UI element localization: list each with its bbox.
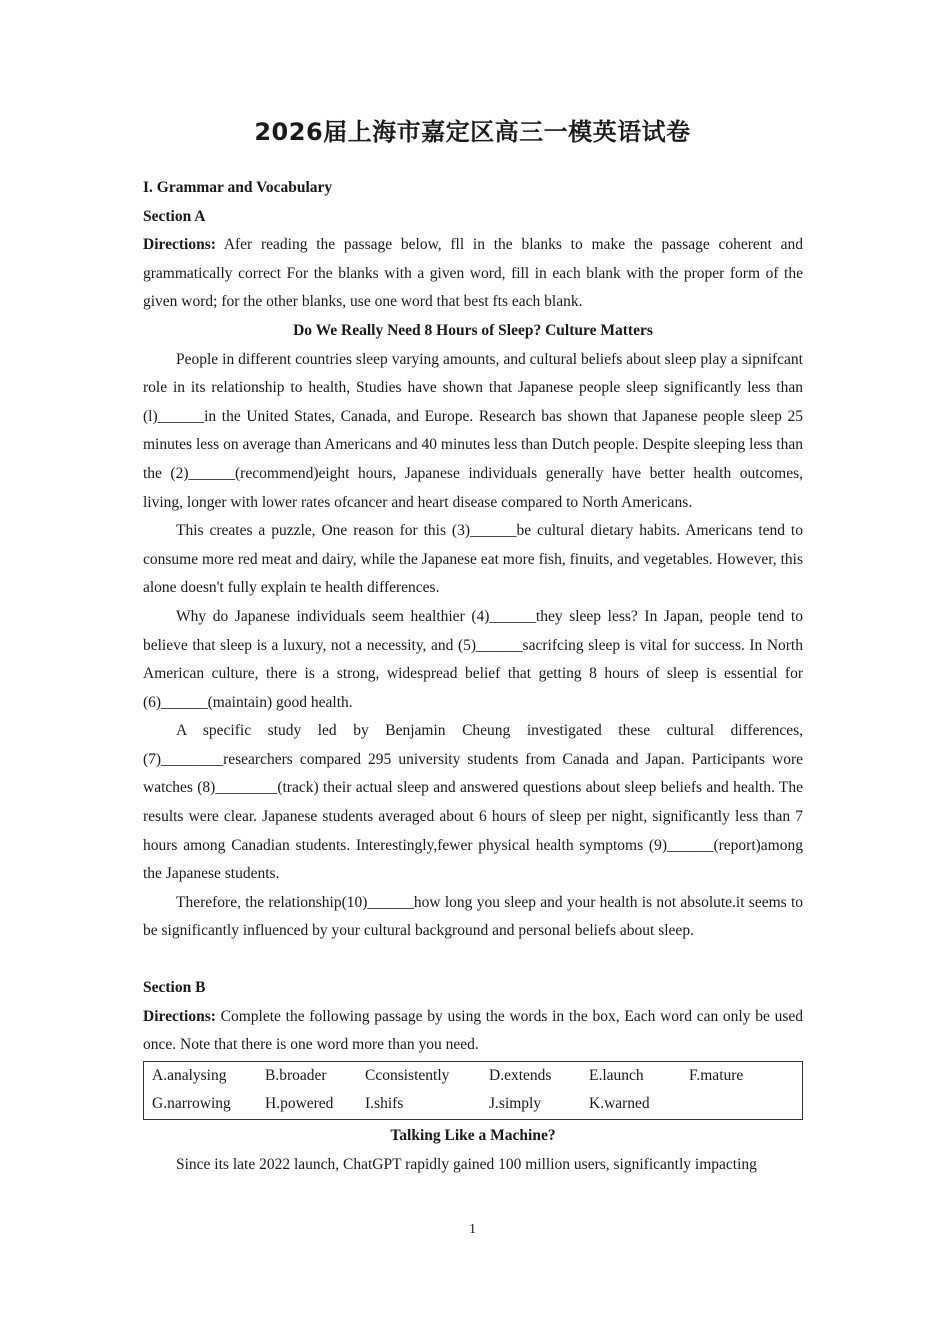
word-option: D.extends [489, 1066, 552, 1084]
word-option: A.analysing [152, 1066, 227, 1084]
word-option: B.broader [265, 1066, 327, 1084]
page-number: 1 [469, 1222, 476, 1237]
word-option: G.narrowing [152, 1095, 231, 1113]
section-b-heading: Section B [143, 979, 206, 997]
word-option: J.simply [489, 1095, 542, 1113]
section-spacer [143, 946, 803, 974]
word-box-row [144, 1061, 803, 1090]
word-option: E.launch [589, 1066, 644, 1084]
word-option: Cconsistently [365, 1066, 450, 1084]
directions-text: Complete the following passage by using the words in the box, Each word can only be used once. Note that there is one word more than you need. [143, 1007, 803, 1054]
passage-a-paragraph-2: This creates a puzzle, One reason for this (3)______be cultural dietary habits. Americans tend to consume more red meat and dairy, while the Japanese eat more fish, finuits, and vegetables. However, this alone doesn't fully explain te health differences. [143, 522, 803, 597]
passage-a-title: Do We Really Need 8 Hours of Sleep? Culture Matters [293, 321, 653, 339]
passage-a-paragraph-5: Therefore, the relationship(10)______how long you sleep and your health is not absolute.it seems to be significantly influenced by your cultural background and personal beliefs about sleep. [143, 893, 803, 940]
section-b-directions [143, 1003, 803, 1060]
directions-label: Directions: [143, 1007, 216, 1025]
word-option: H.powered [265, 1095, 334, 1113]
directions-label: Directions: [143, 236, 216, 254]
passage-b-first-line: Since its late 2022 launch, ChatGPT rapidly gained 100 million users, significantly impacting [176, 1155, 757, 1173]
word-box [143, 1061, 803, 1120]
word-option: I.shifs [365, 1095, 404, 1113]
passage-a-paragraph-4: A specific study led by Benjamin Cheung investigated these cultural differences, (7)________researchers compared 295 university students from Canada and Japan. Participants wore watches (8)________(track) their actual sleep and answered questions about sleep beliefs and health. The results were clear. Japanese students averaged about 6 hours of sleep per night, significantly less than 7 hours among Canadian students. Interestingly,fewer physical health symptoms (9)______(report)among the Japanese students. [143, 722, 803, 883]
passage-a-paragraph-3: Why do Japanese individuals seem healthier (4)______they sleep less? In Japan, people tend to believe that sleep is a luxury, not a necessity, and (5)______sacrifcing sleep is vital for success. In North American culture, there is a strong, widespread belief that getting 8 hours of sleep is essential for (6)______(maintain) good health. [143, 607, 803, 711]
exam-title: 2026届上海市嘉定区高三一模英语试卷 [254, 118, 691, 146]
word-option: K.warned [589, 1095, 650, 1113]
part-heading: I. Grammar and Vocabulary [143, 179, 333, 196]
section-a-directions [143, 231, 803, 317]
passage-b-title: Talking Like a Machine? [390, 1127, 556, 1144]
word-option [681, 1090, 803, 1119]
word-option: F.mature [689, 1066, 744, 1084]
passage-a-paragraph-1: People in different countries sleep varying amounts, and cultural beliefs about sleep play a sipnifcant role in its relationship to health, Studies have shown that Japanese people sleep significantly less than (l)______in the United States, Canada, and Europe. Research bas shown that Japanese people sleep 25 minutes less on average than Americans and 40 minutes less than Dutch people. Despite sleeping less than the (2)______(recommend)eight hours, Japanese individuals generally have better health outcomes, living, longer with lower rates ofcancer and heart disease compared to North Americans. [143, 350, 803, 511]
word-box-row [144, 1090, 803, 1119]
exam-content [143, 174, 803, 1179]
directions-text: Afer reading the passage below, fll in the blanks to make the passage coherent and grammatically correct For the blanks with a given word, fill in each blank with the proper form of the given word; for the other blanks, use one word that best fts each blank. [143, 236, 803, 311]
section-a-heading: Section A [143, 207, 206, 225]
